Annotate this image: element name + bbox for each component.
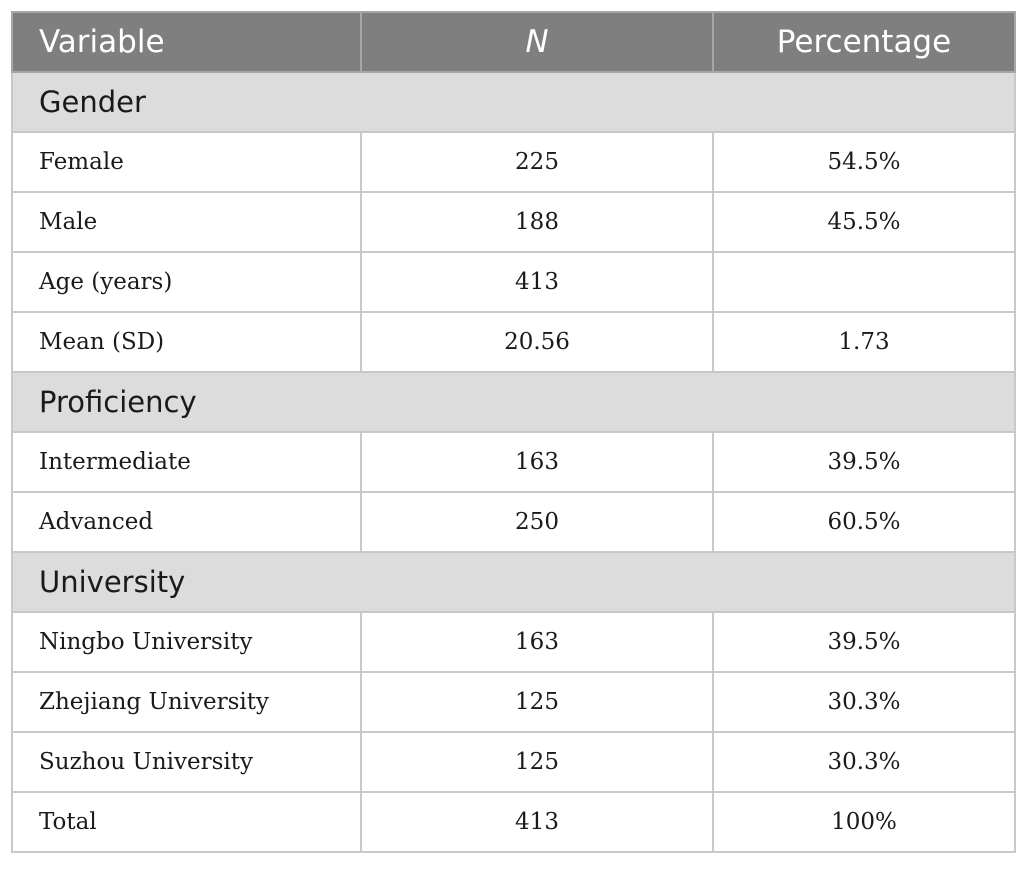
row-n: 413 — [361, 252, 713, 312]
row-percentage — [713, 252, 1015, 312]
row-percentage: 39.5% — [713, 612, 1015, 672]
table-row — [12, 252, 1015, 312]
table-row — [12, 312, 1015, 372]
row-n: 225 — [361, 132, 713, 192]
section-title: Proficiency — [12, 372, 1015, 432]
row-percentage: 45.5% — [713, 192, 1015, 252]
row-n: 163 — [361, 612, 713, 672]
header-n: N — [361, 12, 713, 72]
row-n: 163 — [361, 432, 713, 492]
section-row-gender — [12, 72, 1015, 132]
header-percentage: Percentage — [713, 12, 1015, 72]
row-n: 188 — [361, 192, 713, 252]
row-label: Mean (SD) — [12, 312, 361, 372]
row-label: Intermediate — [12, 432, 361, 492]
row-label: Ningbo University — [12, 612, 361, 672]
row-n: 413 — [361, 792, 713, 852]
table-row — [12, 432, 1015, 492]
row-n: 250 — [361, 492, 713, 552]
table-body — [12, 72, 1015, 852]
table-row-total — [12, 792, 1015, 852]
row-percentage: 54.5% — [713, 132, 1015, 192]
section-title: University — [12, 552, 1015, 612]
row-label: Zhejiang University — [12, 672, 361, 732]
row-percentage: 1.73 — [713, 312, 1015, 372]
header-row — [12, 12, 1015, 72]
table-row — [12, 492, 1015, 552]
row-label: Suzhou University — [12, 732, 361, 792]
table-row — [12, 732, 1015, 792]
row-label: Total — [12, 792, 361, 852]
header-variable: Variable — [12, 12, 361, 72]
row-percentage: 39.5% — [713, 432, 1015, 492]
row-n: 20.56 — [361, 312, 713, 372]
row-percentage: 60.5% — [713, 492, 1015, 552]
row-percentage: 30.3% — [713, 732, 1015, 792]
row-percentage: 100% — [713, 792, 1015, 852]
demographics-table-container — [11, 11, 1014, 853]
table-header — [12, 12, 1015, 72]
row-n: 125 — [361, 732, 713, 792]
table-row — [12, 612, 1015, 672]
section-row-university — [12, 552, 1015, 612]
table-row — [12, 132, 1015, 192]
row-label: Male — [12, 192, 361, 252]
table-row — [12, 672, 1015, 732]
demographics-table — [11, 11, 1016, 853]
section-title: Gender — [12, 72, 1015, 132]
row-label: Female — [12, 132, 361, 192]
section-row-proficiency — [12, 372, 1015, 432]
row-label: Age (years) — [12, 252, 361, 312]
row-percentage: 30.3% — [713, 672, 1015, 732]
row-n: 125 — [361, 672, 713, 732]
table-row — [12, 192, 1015, 252]
row-label: Advanced — [12, 492, 361, 552]
